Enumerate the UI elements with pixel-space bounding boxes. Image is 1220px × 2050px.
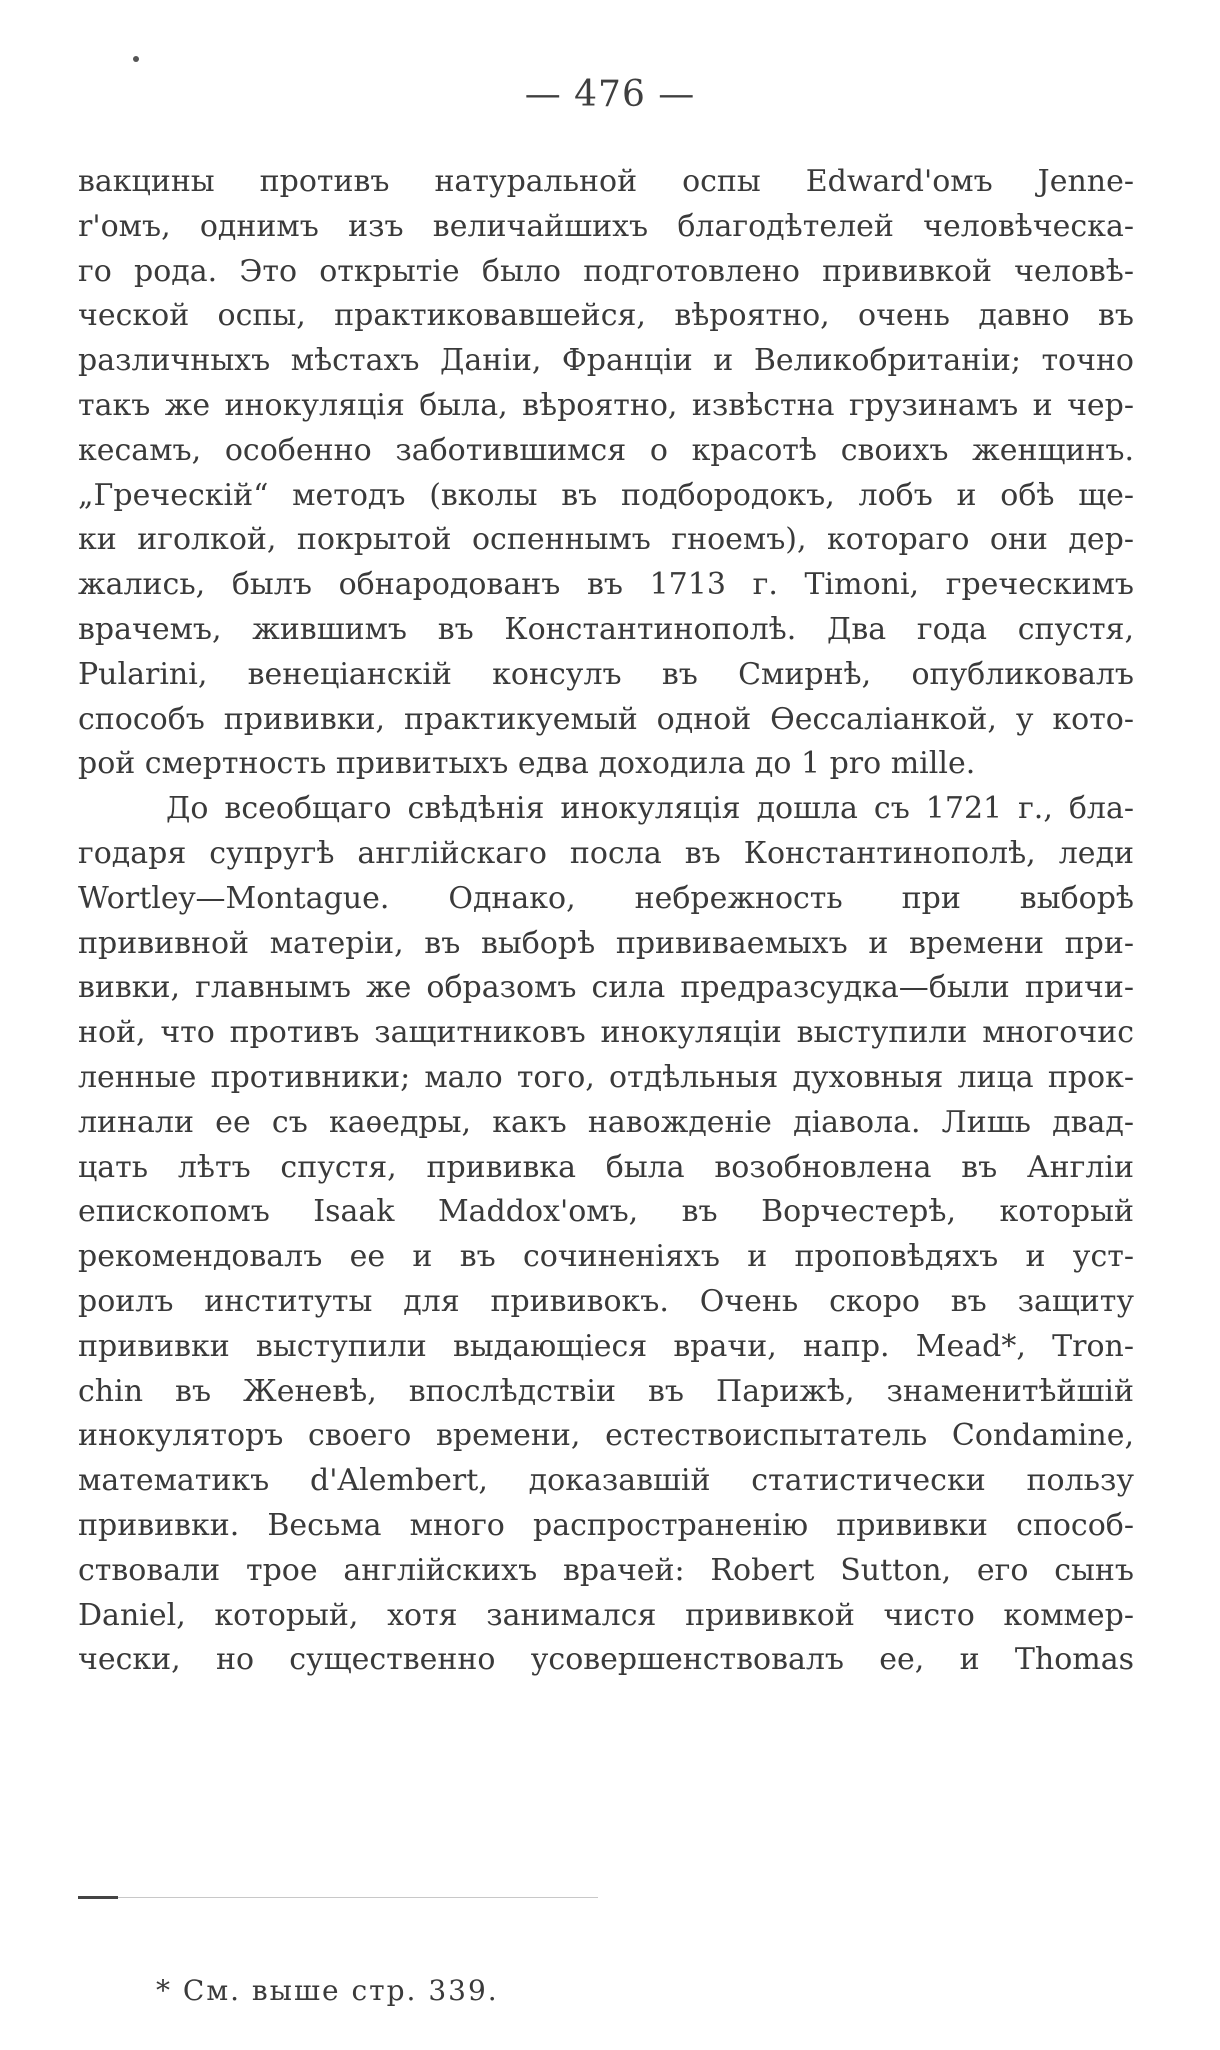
text-line: роилъ институты для прививокъ. Очень скоро въ защиту [78, 1283, 1134, 1319]
text-line: различныхъ мѣстахъ Даніи, Франціи и Великобританіи; точно [78, 343, 1134, 379]
text-line: „Греческій“ методъ (вколы въ подбородокъ, лобъ и обѣ ще- [78, 477, 1134, 513]
page-number: — 476 — [524, 74, 696, 115]
footnote: * См. выше стр. 339. [156, 1974, 499, 2007]
text-line: такъ же инокуляція была, вѣроятно, извѣстна грузинамъ и чер- [78, 387, 1134, 423]
text-line: прививки выступили выдающіеся врачи, напр. Mead*, Tron- [78, 1328, 1134, 1364]
text-line: вивки, главнымъ же образомъ сила предразсудка—были причи- [78, 970, 1134, 1006]
footnote-divider-mark [78, 1896, 118, 1899]
body-text [78, 160, 1134, 1683]
ink-dot [133, 56, 139, 62]
text-line: r'омъ, однимъ изъ величайшихъ благодѣтелей человѣческа- [78, 208, 1134, 244]
footnote-divider [78, 1897, 598, 1898]
text-line: врачемъ, жившимъ въ Константинополѣ. Два года спустя, [78, 611, 1134, 647]
text-line: Wortley—Montague. Однако, небрежность при выборѣ [78, 880, 1134, 916]
text-line: ческой оспы, практиковавшейся, вѣроятно, очень давно въ [78, 298, 1134, 334]
text-line: Pularini, венеціанскій консулъ въ Смирнѣ, опубликовалъ [78, 656, 1134, 692]
text-line: го рода. Это открытіе было подготовлено прививкой человѣ- [78, 253, 1134, 289]
text-line: ной, что противъ защитниковъ инокуляціи выступили многочис [78, 1015, 1134, 1051]
text-line: способъ прививки, практикуемый одной Өессаліанкой, у кото- [78, 701, 1134, 737]
text-line: chin въ Женевѣ, впослѣдствіи въ Парижѣ, знаменитѣйшій [78, 1373, 1134, 1409]
text-line: прививной матеріи, въ выборѣ прививаемыхъ и времени при- [78, 925, 1134, 961]
text-line: чески, но существенно усовершенствовалъ ее, и Thomas [78, 1642, 1134, 1678]
text-line: линали ее съ каѳедры, какъ навожденіе діавола. Лишь двад- [78, 1104, 1134, 1140]
text-line: кесамъ, особенно заботившимся о красотѣ своихъ женщинъ. [78, 432, 1134, 468]
paragraph-first-line: До всеобщаго свѣдѣнія инокуляція дошла съ 1721 г., бла- [166, 791, 1134, 827]
text-line: вакцины противъ натуральной оспы Edward'омъ Jenne- [78, 164, 1134, 199]
text-line: ки иголкой, покрытой оспеннымъ гноемъ), котораго они дер- [78, 522, 1134, 558]
text-line: рекомендовалъ ее и въ сочиненіяхъ и проповѣдяхъ и уст- [78, 1239, 1134, 1275]
text-line: инокуляторъ своего времени, естествоиспытатель Condamine, [78, 1418, 1134, 1454]
text-line: цать лѣтъ спустя, прививка была возобновлена въ Англіи [78, 1149, 1134, 1185]
text-line: ленные противники; мало того, отдѣльныя духовныя лица прок- [78, 1059, 1134, 1095]
text-line: математикъ d'Alembert, доказавшій статистически пользу [78, 1463, 1134, 1499]
text-line: годаря супругѣ англійскаго посла въ Константинополѣ, леди [78, 835, 1134, 871]
paragraph-last-line: рой смертность привитыхъ едва доходила до 1 pro mille. [78, 746, 976, 782]
text-line: ствовали трое англійскихъ врачей: Robert Sutton, его сынъ [78, 1552, 1134, 1588]
text-line: жались, былъ обнародованъ въ 1713 г. Timoni, греческимъ [78, 567, 1134, 603]
text-line: прививки. Весьма много распространенію прививки способ- [78, 1507, 1134, 1543]
text-line: Daniel, который, хотя занимался прививкой чисто коммер- [78, 1597, 1134, 1633]
text-line: епископомъ Isaak Maddox'омъ, въ Ворчестерѣ, который [78, 1194, 1134, 1230]
